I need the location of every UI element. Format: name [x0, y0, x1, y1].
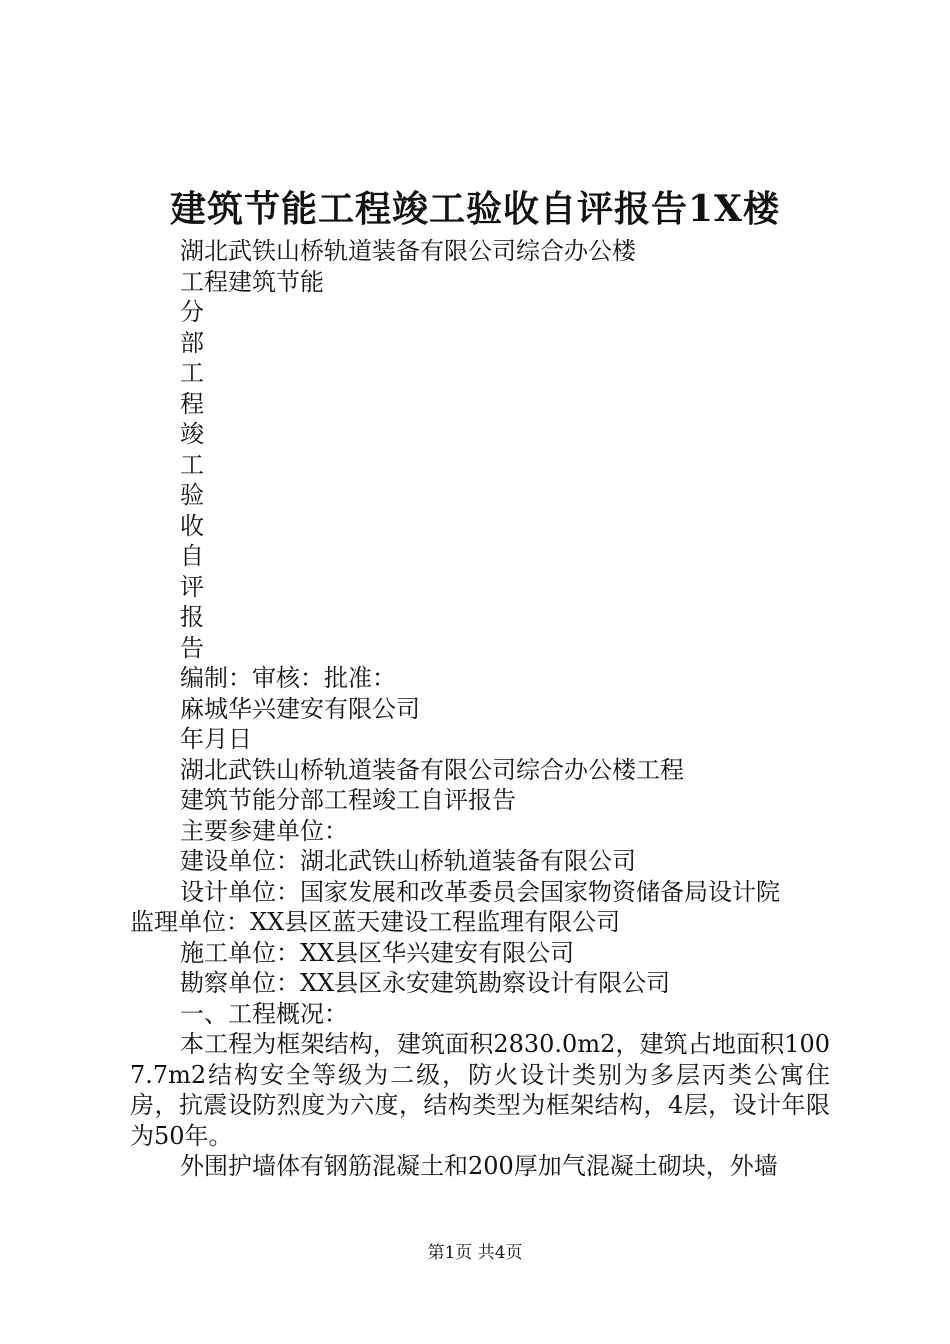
report-heading-project: 湖北武铁山桥轨道装备有限公司综合办公楼工程 [180, 755, 684, 784]
cover-vertical-char: 程 [180, 389, 204, 418]
report-heading-title: 建筑节能分部工程竣工自评报告 [180, 786, 516, 814]
cover-vertical-char: 报 [180, 603, 204, 631]
document-title: 建筑节能工程竣工验收自评报告1X楼 [170, 188, 780, 230]
cover-date: 年月日 [180, 725, 252, 753]
cover-line-subject: 工程建筑节能 [180, 267, 324, 296]
cover-line-project: 湖北武铁山桥轨道装备有限公司综合办公楼 [180, 237, 636, 265]
page-footer: 第1页 共4页 [427, 1243, 523, 1263]
section-heading-overview: 一、工程概况： [180, 999, 348, 1028]
unit-survey: 勘察单位：XX县区永安建筑勘察设计有限公司 [180, 969, 671, 997]
wall-paragraph: 外围护墙体有钢筋混凝土和200厚加气混凝土砌块，外墙 [180, 1152, 778, 1180]
cover-vertical-char: 分 [180, 298, 204, 326]
cover-vertical-title [130, 297, 830, 663]
cover-company: 麻城华兴建安有限公司 [180, 694, 420, 723]
cover-vertical-char: 工 [180, 359, 204, 387]
unit-design: 设计单位：国家发展和改革委员会国家物资储备局设计院 [180, 877, 780, 906]
cover-vertical-char: 验 [180, 481, 204, 509]
cover-vertical-char: 部 [180, 328, 204, 357]
cover-sign-line: 编制：审核：批准： [180, 664, 396, 692]
cover-vertical-char: 竣 [180, 420, 204, 448]
cover-vertical-char: 自 [180, 542, 204, 570]
cover-vertical-char: 评 [180, 572, 204, 601]
overview-paragraph: 本工程为框架结构，建筑面积2830.0m2，建筑占地面积1007.7m2结构安全等级为二级，防火设计类别为多层丙类公寓住房，抗震设防烈度为六度，结构类型为框架结构，4层，设计年限为50年。 [130, 1030, 830, 1150]
cover-vertical-char: 工 [180, 450, 204, 479]
unit-build: 建设单位：湖北武铁山桥轨道装备有限公司 [180, 847, 636, 875]
unit-supervise: 监理单位：XX县区蓝天建设工程监理有限公司 [130, 908, 621, 936]
units-label: 主要参建单位： [180, 816, 348, 845]
unit-construct: 施工单位：XX县区华兴建安有限公司 [180, 938, 575, 967]
cover-vertical-char: 收 [180, 511, 204, 540]
document-body [130, 236, 830, 1182]
cover-vertical-char: 告 [180, 633, 204, 662]
